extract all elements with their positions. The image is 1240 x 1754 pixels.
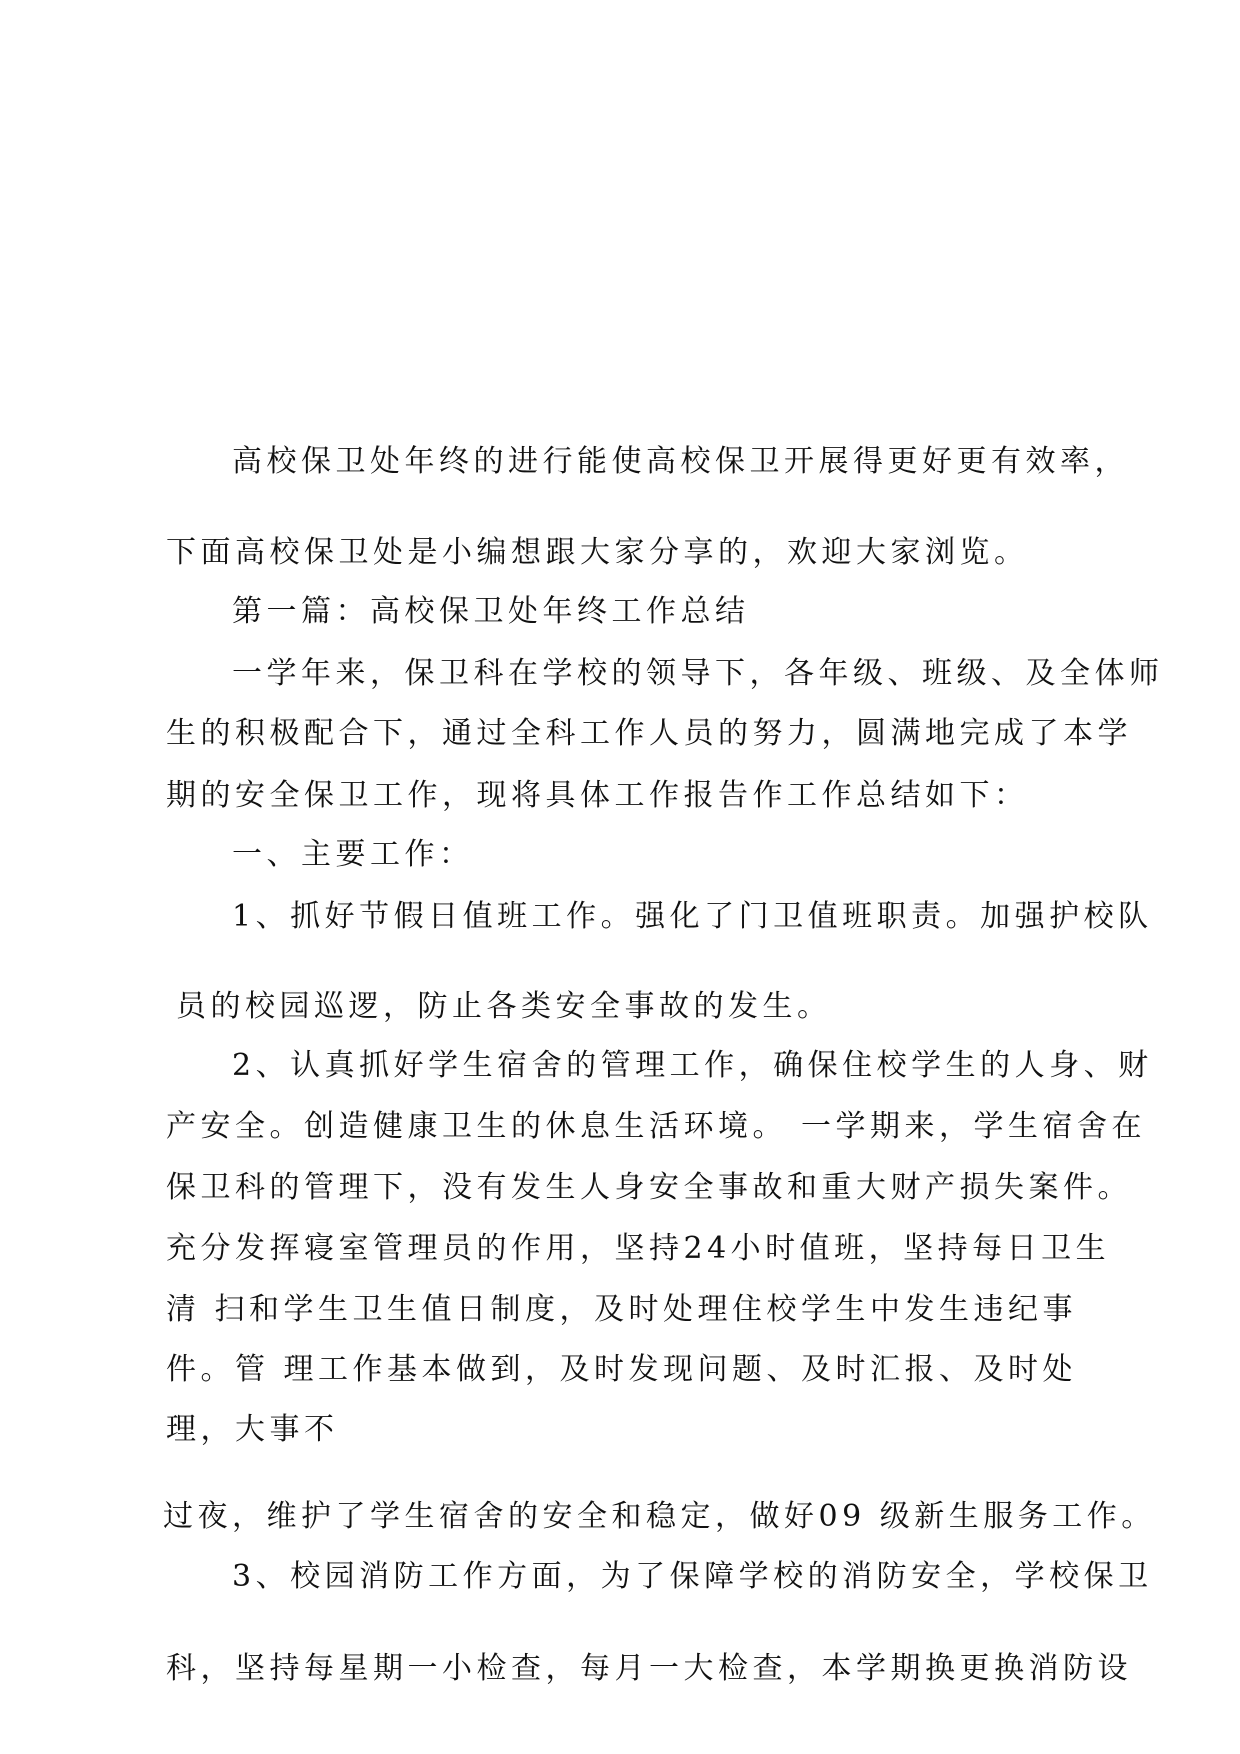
paragraph-line: 理，大事不 [166,1412,339,1447]
paragraph-line: 下面高校保卫处是小编想跟大家分享的，欢迎大家浏览。 [166,535,1029,570]
paragraph-line: 2、认真抓好学生宿舍的管理工作，确保住校学生的人身、财 [232,1048,1153,1083]
paragraph-line: 期的安全保卫工作，现将具体工作报告作工作总结如下： [166,778,1029,813]
paragraph-line: 一学年来，保卫科在学校的领导下，各年级、班级、及全体师 [232,656,1164,691]
paragraph-line: 3、校园消防工作方面，为了保障学校的消防安全，学校保卫 [232,1559,1153,1594]
paragraph-line: 清 扫和学生卫生值日制度，及时处理住校学生中发生违纪事 [166,1292,1078,1327]
paragraph-line: 过夜，维护了学生宿舍的安全和稳定，做好09 级新生服务工作。 [163,1499,1156,1534]
paragraph-line: 高校保卫处年终的进行能使高校保卫开展得更好更有效率， [232,444,1129,479]
paragraph-line: 充分发挥寝室管理员的作用，坚持24小时值班，坚持每日卫生 [166,1231,1111,1266]
paragraph-line: 生的积极配合下，通过全科工作人员的努力，圆满地完成了本学 [166,716,1132,751]
paragraph-line: 保卫科的管理下，没有发生人身安全事故和重大财产损失案件。 [166,1170,1132,1205]
section-heading: 第一篇：高校保卫处年终工作总结 [232,594,750,629]
paragraph-line: 产安全。创造健康卫生的休息生活环境。 一学期来，学生宿舍在 [166,1109,1147,1144]
paragraph-line: 科，坚持每星期一小检查，每月一大检查，本学期换更换消防设 [166,1651,1132,1686]
paragraph-line: 1、抓好节假日值班工作。强化了门卫值班职责。加强护校队 [232,899,1153,934]
subheading: 一、主要工作： [232,837,474,872]
paragraph-line: 员的校园巡逻，防止各类安全事故的发生。 [176,989,832,1024]
paragraph-line: 件。管 理工作基本做到，及时发现问题、及时汇报、及时处 [166,1352,1078,1387]
